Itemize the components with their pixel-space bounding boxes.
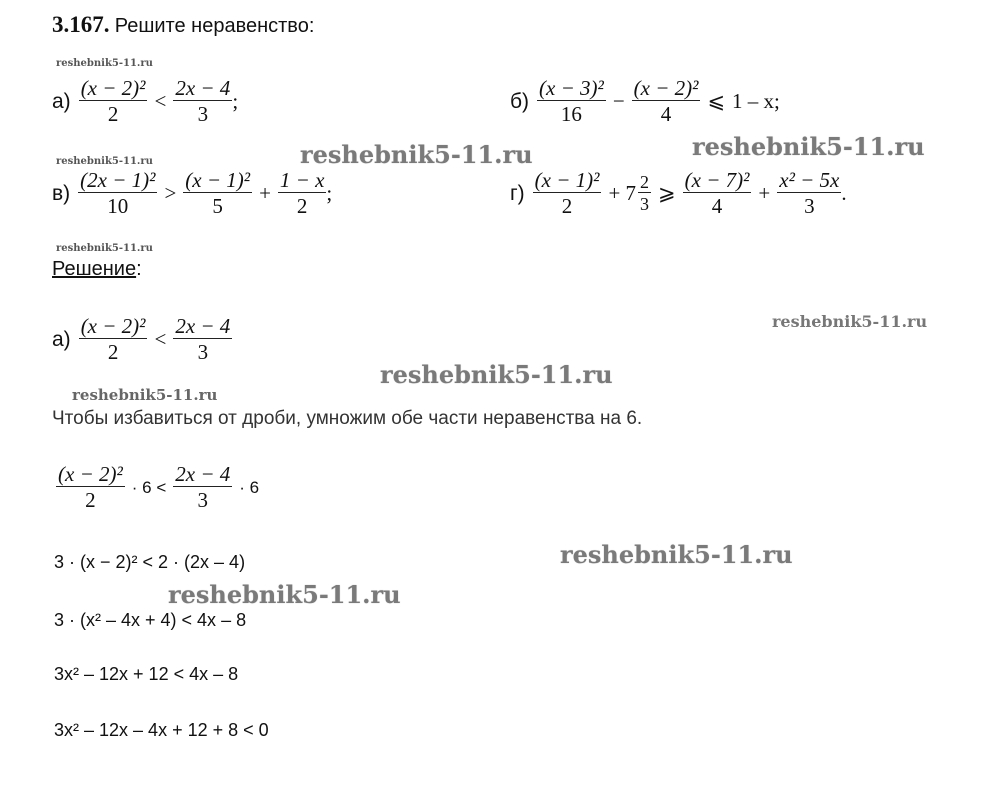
label-a: а) [52,327,71,351]
watermark-large: reshebnik5-11.ru [560,540,793,569]
problem-header [52,12,314,38]
step-line: 3 · (x² – 4x + 4) < 4x – 8 [54,610,247,630]
mixed-fraction: $\frac{2}{3}$ [640,171,650,215]
problem-number: 3.167. [52,12,110,37]
watermark-small: reshebnik5-11.ru [56,156,153,167]
fraction: $\frac{\text{(x − 2)²}}{2}$ [80,76,146,127]
fraction: $\frac{\text{(2x − 1)²}}{10}$ [80,168,156,219]
solution-heading-text: Решение [52,258,137,280]
punctuation: . [841,181,847,206]
multiplication-step [56,462,266,513]
solution-heading-colon: : [136,258,142,280]
fraction: $\frac{2x - 4}{3}$ [175,462,231,513]
solution-heading [52,258,142,281]
fraction: $\frac{\text{(x − 3)²}}{16}$ [539,76,604,127]
step-line: 3x² – 12x + 12 < 4x – 8 [54,664,239,684]
step-line: 3 · (x − 2)² < 2 · (2x – 4) [54,552,246,572]
solution-a [52,314,232,365]
fraction: $\frac{\text{(x − 1)²}}{5}$ [185,168,251,219]
operator: − [612,89,625,114]
label-b: б) [510,89,530,113]
fraction: $\frac{\text{(x − 2)²}}{2}$ [80,314,146,365]
watermark-medium: reshebnik5-11.ru [72,386,218,404]
step-line: 3x² – 12x – 4x + 12 + 8 < 0 [54,720,269,740]
fraction: $\frac{\text{(x − 2)²}}{4}$ [633,76,699,127]
operator: · 6 [239,477,260,497]
operator: < [154,327,167,352]
explanation-text: Чтобы избавиться от дроби, умножим обе части неравенства на 6. [52,408,643,429]
problem-v [52,168,332,219]
fraction: $\frac{\text{(x − 1)²}}{2}$ [534,168,600,219]
fraction: $\frac{1 - x}{2}$ [279,168,325,219]
watermark-large: reshebnik5-11.ru [168,580,401,609]
operator: ⩾ [658,181,676,206]
fraction: $\frac{\text{x² − 5x}}{3}$ [779,168,840,219]
rhs: 1 – x; [732,89,780,114]
fraction: $\frac{\text{(x − 2)²}}{2}$ [58,462,123,513]
watermark-large: reshebnik5-11.ru [300,140,533,169]
problem-b [510,76,780,127]
punctuation: ; [232,89,239,114]
watermark-medium: reshebnik5-11.ru [772,312,928,331]
operator: + 7 [608,181,637,206]
fraction: $\frac{\text{(x − 7)²}}{4}$ [684,168,750,219]
problem-statement: Решите неравенство: [114,15,315,37]
operator: + [259,181,271,206]
label-v: в) [52,181,71,205]
punctuation: ; [326,181,333,206]
watermark-large: reshebnik5-11.ru [692,132,925,161]
watermark-small: reshebnik5-11.ru [56,243,153,254]
operator: ⩽ [707,89,726,114]
label-g: г) [510,181,525,205]
watermark-small: reshebnik5-11.ru [56,58,153,69]
fraction: $\frac{2x - 4}{3}$ [175,76,231,127]
fraction: $\frac{2x - 4}{3}$ [175,314,231,365]
operator: < [154,89,167,114]
problem-a [52,76,238,127]
operator: + [758,181,771,206]
problem-g [510,168,847,219]
label-a: а) [52,89,71,113]
watermark-large: reshebnik5-11.ru [380,360,613,389]
operator: · 6 < [131,477,167,497]
operator: > [164,181,177,206]
